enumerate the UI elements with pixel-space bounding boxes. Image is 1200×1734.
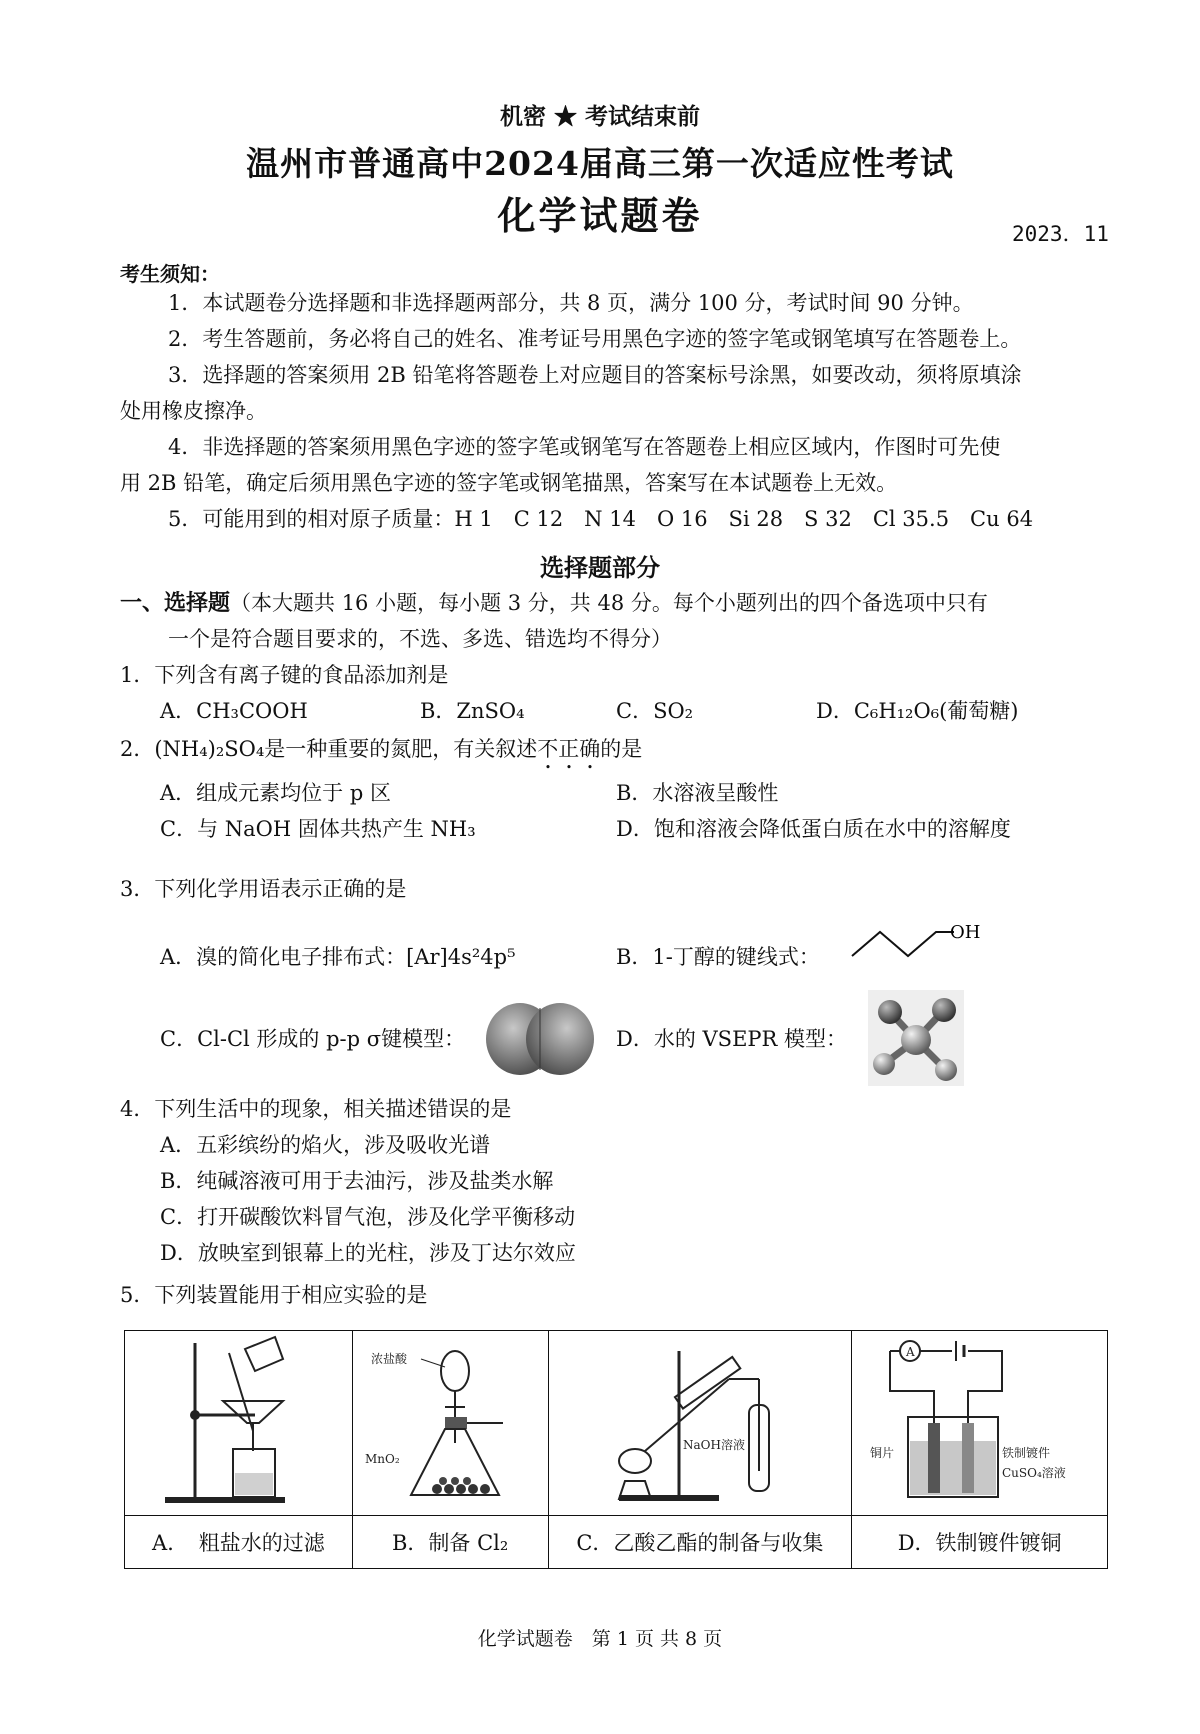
chlorine-generator-image (353, 1331, 547, 1511)
label-copper-plate: 铜片 (870, 1446, 895, 1460)
label-mno2: MnO₂ (364, 1452, 400, 1466)
q4-option-b: B．纯碱溶液可用于去油污，涉及盐类水解 (160, 1169, 554, 1193)
part-description: （本大题共 16 小题，每小题 3 分，共 48 分。每个小题列出的四个备选项中只有 (230, 591, 988, 615)
q4-stem: 4．下列生活中的现象，相关描述错误的是 (120, 1097, 512, 1121)
butanol-oh-label: OH (950, 922, 980, 943)
ethyl-acetate-apparatus-image (549, 1331, 851, 1511)
caption-a: A． 粗盐水的过滤 (125, 1516, 353, 1569)
part-heading (120, 588, 1120, 618)
sigma-bond-model-image (484, 1000, 596, 1078)
q2-option-b: B．水溶液呈酸性 (616, 781, 779, 805)
q3-option-a: A．溴的简化电子排布式：[Ar]4s²4p⁵ (160, 945, 516, 969)
q2-stem (120, 734, 1120, 774)
notice-item-3: 3．选择题的答案须用 2B 铅笔将答题卷上对应题目的答案标号涂黑，如要改动，须将原填涂 (168, 363, 1022, 387)
q2-option-d: D．饱和溶液会降低蛋白质在水中的溶解度 (616, 817, 1011, 841)
notice-item-2: 2．考生答题前，务必将自己的姓名、准考证号用黑色字迹的签字笔或钢笔填写在答题卷上。 (168, 327, 1022, 351)
notice-item-5: 5．可能用到的相对原子质量：H 1 C 12 N 14 O 16 Si 28 S 32 Cl 35.5 Cu 64 (168, 507, 1034, 531)
notice-item-4-cont: 用 2B 铅笔，确定后须用黑色字迹的签字笔或钢笔描黑，答案写在本试题卷上无效。 (120, 471, 898, 495)
apparatus-c-cell (548, 1331, 852, 1516)
notice-heading: 考生须知： (120, 262, 220, 286)
q4-option-c: C．打开碳酸饮料冒气泡，涉及化学平衡移动 (160, 1205, 576, 1229)
page-footer: 化学试题卷 第 1 页 共 8 页 (477, 1628, 723, 1650)
copper-plating-apparatus-image (852, 1331, 1106, 1511)
label-concentrated-hcl: 浓盐酸 (370, 1352, 407, 1366)
q1-option-a: A．CH₃COOH (160, 699, 308, 723)
q1-stem: 1．下列含有离子键的食品添加剂是 (120, 663, 449, 687)
label-ammeter: A (906, 1345, 915, 1359)
label-naoh-solution: NaOH溶液 (682, 1438, 745, 1452)
q3-option-c: C．Cl-Cl 形成的 p-p σ键模型： (160, 1027, 466, 1051)
label-iron-object: 铁制镀件 (1002, 1446, 1051, 1460)
q3-stem: 3．下列化学用语表示正确的是 (120, 877, 407, 901)
exam-date: 2023．11 (1012, 222, 1109, 246)
notice-item-3-cont: 处用橡皮擦净。 (120, 399, 267, 423)
apparatus-table (124, 1330, 1108, 1569)
q4-option-a: A．五彩缤纷的焰火，涉及吸收光谱 (160, 1133, 491, 1157)
part-label: 一、选择题 (120, 590, 231, 616)
apparatus-b-cell (352, 1331, 548, 1516)
caption-b: B．制备 Cl₂ (352, 1516, 548, 1569)
notice-item-4: 4．非选择题的答案须用黑色字迹的签字笔或钢笔写在答题卷上相应区域内，作图时可先使 (168, 435, 1001, 459)
q5-stem: 5．下列装置能用于相应实验的是 (120, 1283, 428, 1307)
q1-option-d: D．C₆H₁₂O₆(葡萄糖) (816, 699, 1019, 723)
q3-option-d: D．水的 VSEPR 模型： (616, 1027, 848, 1051)
butanol-skeletal-formula (850, 922, 980, 972)
label-cuso4-solution: CuSO₄溶液 (1002, 1466, 1067, 1480)
apparatus-d-cell (852, 1331, 1108, 1516)
q2-option-a: A．组成元素均位于 p 区 (160, 781, 391, 805)
confidential-mark: 机密 ★ 考试结束前 (499, 103, 700, 130)
section-title: 选择题部分 (540, 553, 660, 582)
q1-option-b: B．ZnSO₄ (420, 699, 525, 723)
q1-option-c: C．SO₂ (616, 699, 694, 723)
filtration-apparatus-image (125, 1331, 351, 1511)
q2-option-c: C．与 NaOH 固体共热产生 NH₃ (160, 817, 476, 841)
exam-title: 温州市普通高中2024届高三第一次适应性考试 (246, 144, 954, 183)
q4-option-d: D．放映室到银幕上的光柱，涉及丁达尔效应 (160, 1241, 576, 1265)
water-vsepr-model-image (868, 990, 964, 1086)
q2-stem-emphasis: 不正确 (537, 737, 601, 761)
q2-stem-pre: 2．(NH₄)₂SO₄是一种重要的氮肥，有关叙述 (120, 737, 538, 761)
q2-stem-post: 的是 (600, 737, 643, 761)
notice-item-1: 1．本试题卷分选择题和非选择题两部分，共 8 页，满分 100 分，考试时间 90 分钟。 (168, 291, 974, 315)
q3-option-b: B．1-丁醇的键线式： (616, 945, 820, 969)
apparatus-a-cell (125, 1331, 353, 1516)
caption-d: D．铁制镀件镀铜 (852, 1516, 1108, 1569)
caption-c: C．乙酸乙酯的制备与收集 (548, 1516, 852, 1569)
part-description-cont: 一个是符合题目要求的，不选、多选、错选均不得分） (168, 627, 672, 651)
paper-title: 化学试题卷 (497, 193, 703, 238)
